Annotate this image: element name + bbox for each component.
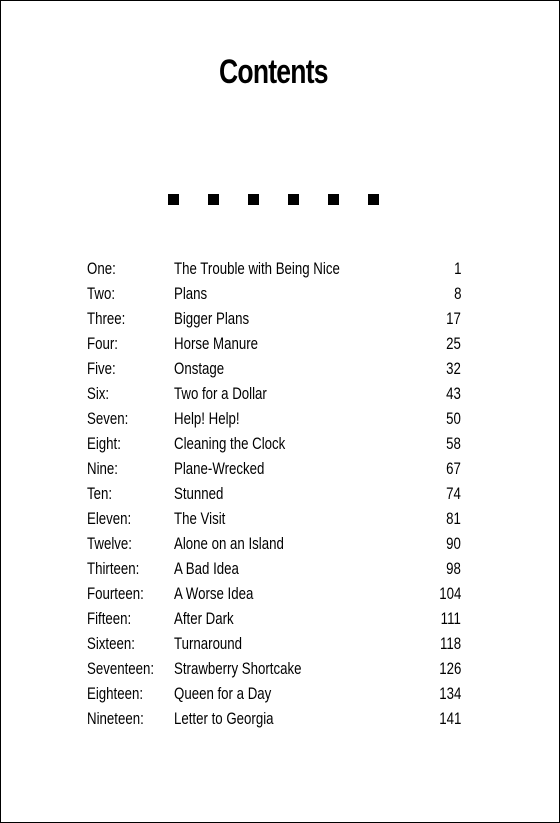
chapter-page-number: 98 xyxy=(446,559,461,578)
chapter-number: Nineteen: xyxy=(87,709,144,728)
chapter-page-number: 126 xyxy=(438,659,461,678)
toc-row[interactable] xyxy=(87,508,461,533)
chapter-title: Horse Manure xyxy=(174,334,259,353)
chapter-number: Fifteen: xyxy=(87,609,132,628)
toc-row[interactable] xyxy=(87,383,461,408)
divider-square xyxy=(208,194,219,205)
toc-row[interactable] xyxy=(87,483,461,508)
chapter-number: Eight: xyxy=(87,434,121,453)
chapter-title: Stunned xyxy=(174,484,224,503)
chapter-number: Three: xyxy=(87,309,126,328)
chapter-number: Sixteen: xyxy=(87,634,135,653)
chapter-title: A Bad Idea xyxy=(174,559,239,578)
chapter-number: Thirteen: xyxy=(87,559,140,578)
toc-row[interactable] xyxy=(87,283,461,308)
toc-row[interactable] xyxy=(87,433,461,458)
toc-row[interactable] xyxy=(87,583,461,608)
chapter-page-number: 74 xyxy=(446,484,461,503)
toc-row[interactable] xyxy=(87,533,461,558)
chapter-title: Turnaround xyxy=(174,634,243,653)
chapter-page-number: 141 xyxy=(438,709,461,728)
chapter-page-number: 43 xyxy=(446,384,461,403)
chapter-title: Strawberry Shortcake xyxy=(174,659,302,678)
chapter-page-number: 17 xyxy=(446,309,461,328)
chapter-number: Ten: xyxy=(87,484,113,503)
toc-row[interactable] xyxy=(87,608,461,633)
divider-square xyxy=(328,194,339,205)
toc-row[interactable] xyxy=(87,358,461,383)
chapter-number: Fourteen: xyxy=(87,584,144,603)
chapter-page-number: 58 xyxy=(446,434,461,453)
table-of-contents xyxy=(87,258,461,733)
toc-row[interactable] xyxy=(87,458,461,483)
chapter-title: Plans xyxy=(174,284,208,303)
chapter-title: After Dark xyxy=(174,609,234,628)
chapter-number: Nine: xyxy=(87,459,118,478)
chapter-page-number: 134 xyxy=(438,684,461,703)
chapter-page-number: 118 xyxy=(439,634,461,653)
chapter-page-number: 32 xyxy=(446,359,461,378)
chapter-title: Cleaning the Clock xyxy=(174,434,286,453)
chapter-number: Two: xyxy=(87,284,116,303)
toc-row[interactable] xyxy=(87,658,461,683)
toc-row[interactable] xyxy=(87,633,461,658)
toc-row[interactable] xyxy=(87,333,461,358)
toc-row[interactable] xyxy=(87,308,461,333)
chapter-page-number: 81 xyxy=(446,509,461,528)
chapter-number: Seventeen: xyxy=(87,659,155,678)
chapter-title: Onstage xyxy=(174,359,225,378)
chapter-title: Queen for a Day xyxy=(174,684,272,703)
toc-row[interactable] xyxy=(87,558,461,583)
chapter-title: Help! Help! xyxy=(174,409,240,428)
chapter-page-number: 111 xyxy=(440,609,461,628)
toc-row[interactable] xyxy=(87,708,461,733)
chapter-title: The Visit xyxy=(174,509,226,528)
chapter-page-number: 1 xyxy=(453,259,461,278)
chapter-number: Five: xyxy=(87,359,116,378)
toc-row[interactable] xyxy=(87,258,461,283)
divider-square xyxy=(368,194,379,205)
chapter-page-number: 50 xyxy=(446,409,461,428)
chapter-title: Bigger Plans xyxy=(174,309,250,328)
chapter-number: Six: xyxy=(87,384,110,403)
chapter-title: Letter to Georgia xyxy=(174,709,274,728)
chapter-title: The Trouble with Being Nice xyxy=(174,259,340,278)
chapter-title: Plane-Wrecked xyxy=(174,459,265,478)
divider-square xyxy=(288,194,299,205)
chapter-number: One: xyxy=(87,259,116,278)
chapter-title: Two for a Dollar xyxy=(174,384,267,403)
toc-row[interactable] xyxy=(87,683,461,708)
chapter-page-number: 67 xyxy=(446,459,461,478)
chapter-number: Four: xyxy=(87,334,118,353)
chapter-number: Twelve: xyxy=(87,534,132,553)
page-title: Contents xyxy=(219,53,328,91)
chapter-page-number: 104 xyxy=(438,584,461,603)
toc-row[interactable] xyxy=(87,408,461,433)
chapter-number: Eighteen: xyxy=(87,684,144,703)
chapter-number: Eleven: xyxy=(87,509,132,528)
chapter-page-number: 90 xyxy=(446,534,461,553)
chapter-number: Seven: xyxy=(87,409,129,428)
chapter-page-number: 25 xyxy=(446,334,461,353)
divider-square xyxy=(248,194,259,205)
chapter-page-number: 8 xyxy=(453,284,461,303)
divider-square xyxy=(168,194,179,205)
decorative-divider xyxy=(168,194,380,206)
chapter-title: Alone on an Island xyxy=(174,534,284,553)
chapter-title: A Worse Idea xyxy=(174,584,254,603)
